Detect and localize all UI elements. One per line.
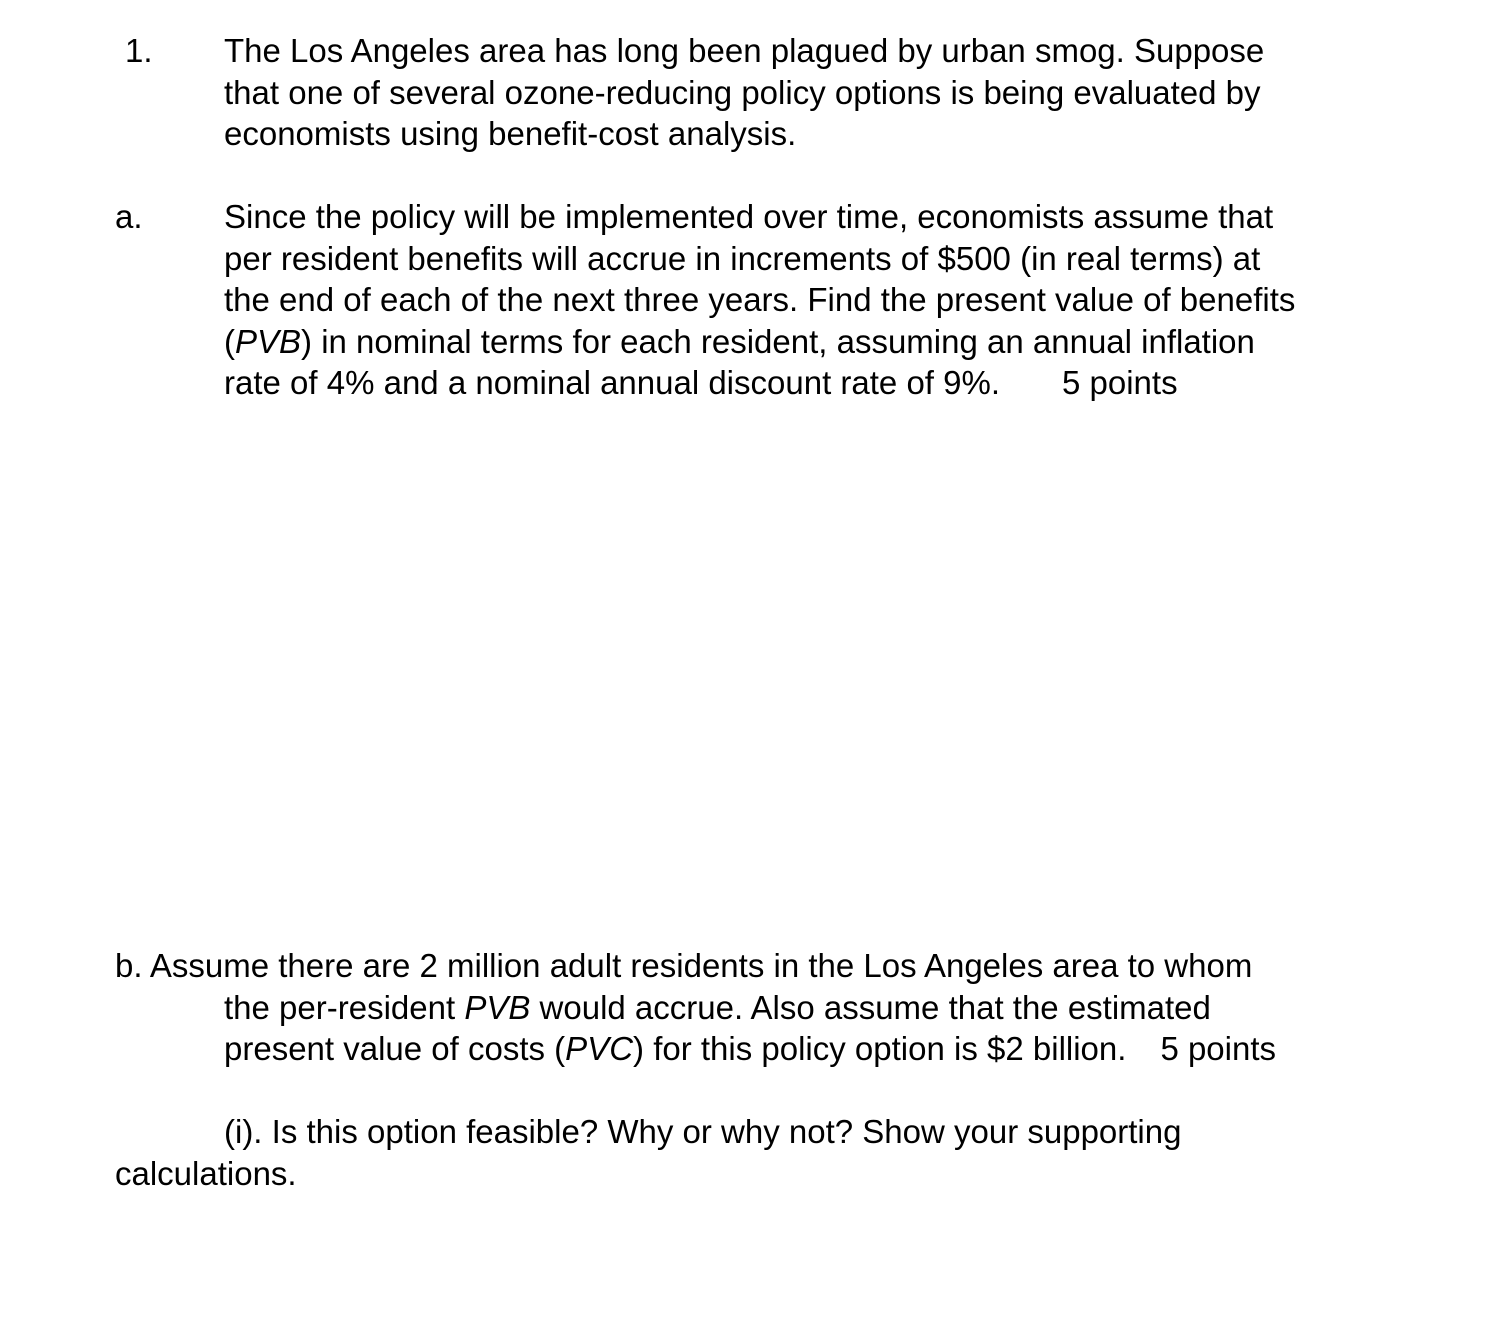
part-b-text [224, 987, 1276, 1070]
part-a-line4-rest: ) in nominal terms for each resident, assuming an annual inflation [301, 322, 1255, 360]
part-a-text [224, 196, 1295, 404]
question-1-line: economists using benefit-cost analysis. [224, 115, 797, 152]
part-b-line2-pre: the per-resident [224, 988, 465, 1026]
pvb-term: PVB [464, 988, 531, 1026]
part-a-points: 5 points [1062, 364, 1178, 401]
question-1-text [224, 30, 1264, 155]
part-a-line [224, 321, 1295, 363]
pvc-term: PVC [565, 1030, 634, 1067]
part-a-line: Since the policy will be implemented over time, economists assume that [224, 198, 1274, 235]
sub-question-i-line1: (i). Is this option feasible? Why or why not? Show your supporting [224, 1113, 1182, 1150]
part-a-line: per resident benefits will accrue in increments of $500 (in real terms) at [224, 239, 1261, 277]
part-a-label: a. [115, 198, 143, 235]
question-number: 1. [125, 32, 153, 69]
part-a-line5: rate of 4% and a nominal annual discount rate of 9%. [224, 364, 1000, 401]
paren-open: ( [224, 322, 235, 360]
pvb-term: PVB [235, 322, 302, 360]
part-b-line2-post: would accrue. Also assume that the estimated [530, 988, 1211, 1026]
part-b-line3-post: ) for this policy option is $2 billion. [633, 1030, 1127, 1067]
part-b-line [224, 1028, 1276, 1070]
part-b-line3-pre: present value of costs ( [224, 1030, 566, 1067]
part-a-line [224, 362, 1295, 404]
part-b-points: 5 points [1160, 1030, 1277, 1067]
part-b-line [224, 987, 1276, 1029]
part-b-first-line: b. Assume there are 2 million adult residents in the Los Angeles area to whom [115, 947, 1253, 984]
part-a-line: the end of each of the next three years. Find the present value of benefits [224, 281, 1296, 318]
question-1-line: that one of several ozone-reducing policy options is being evaluated by [224, 73, 1261, 111]
sub-question-i-line2: calculations. [115, 1154, 297, 1192]
question-1-line: The Los Angeles area has long been plagued by urban smog. Suppose [224, 32, 1265, 69]
